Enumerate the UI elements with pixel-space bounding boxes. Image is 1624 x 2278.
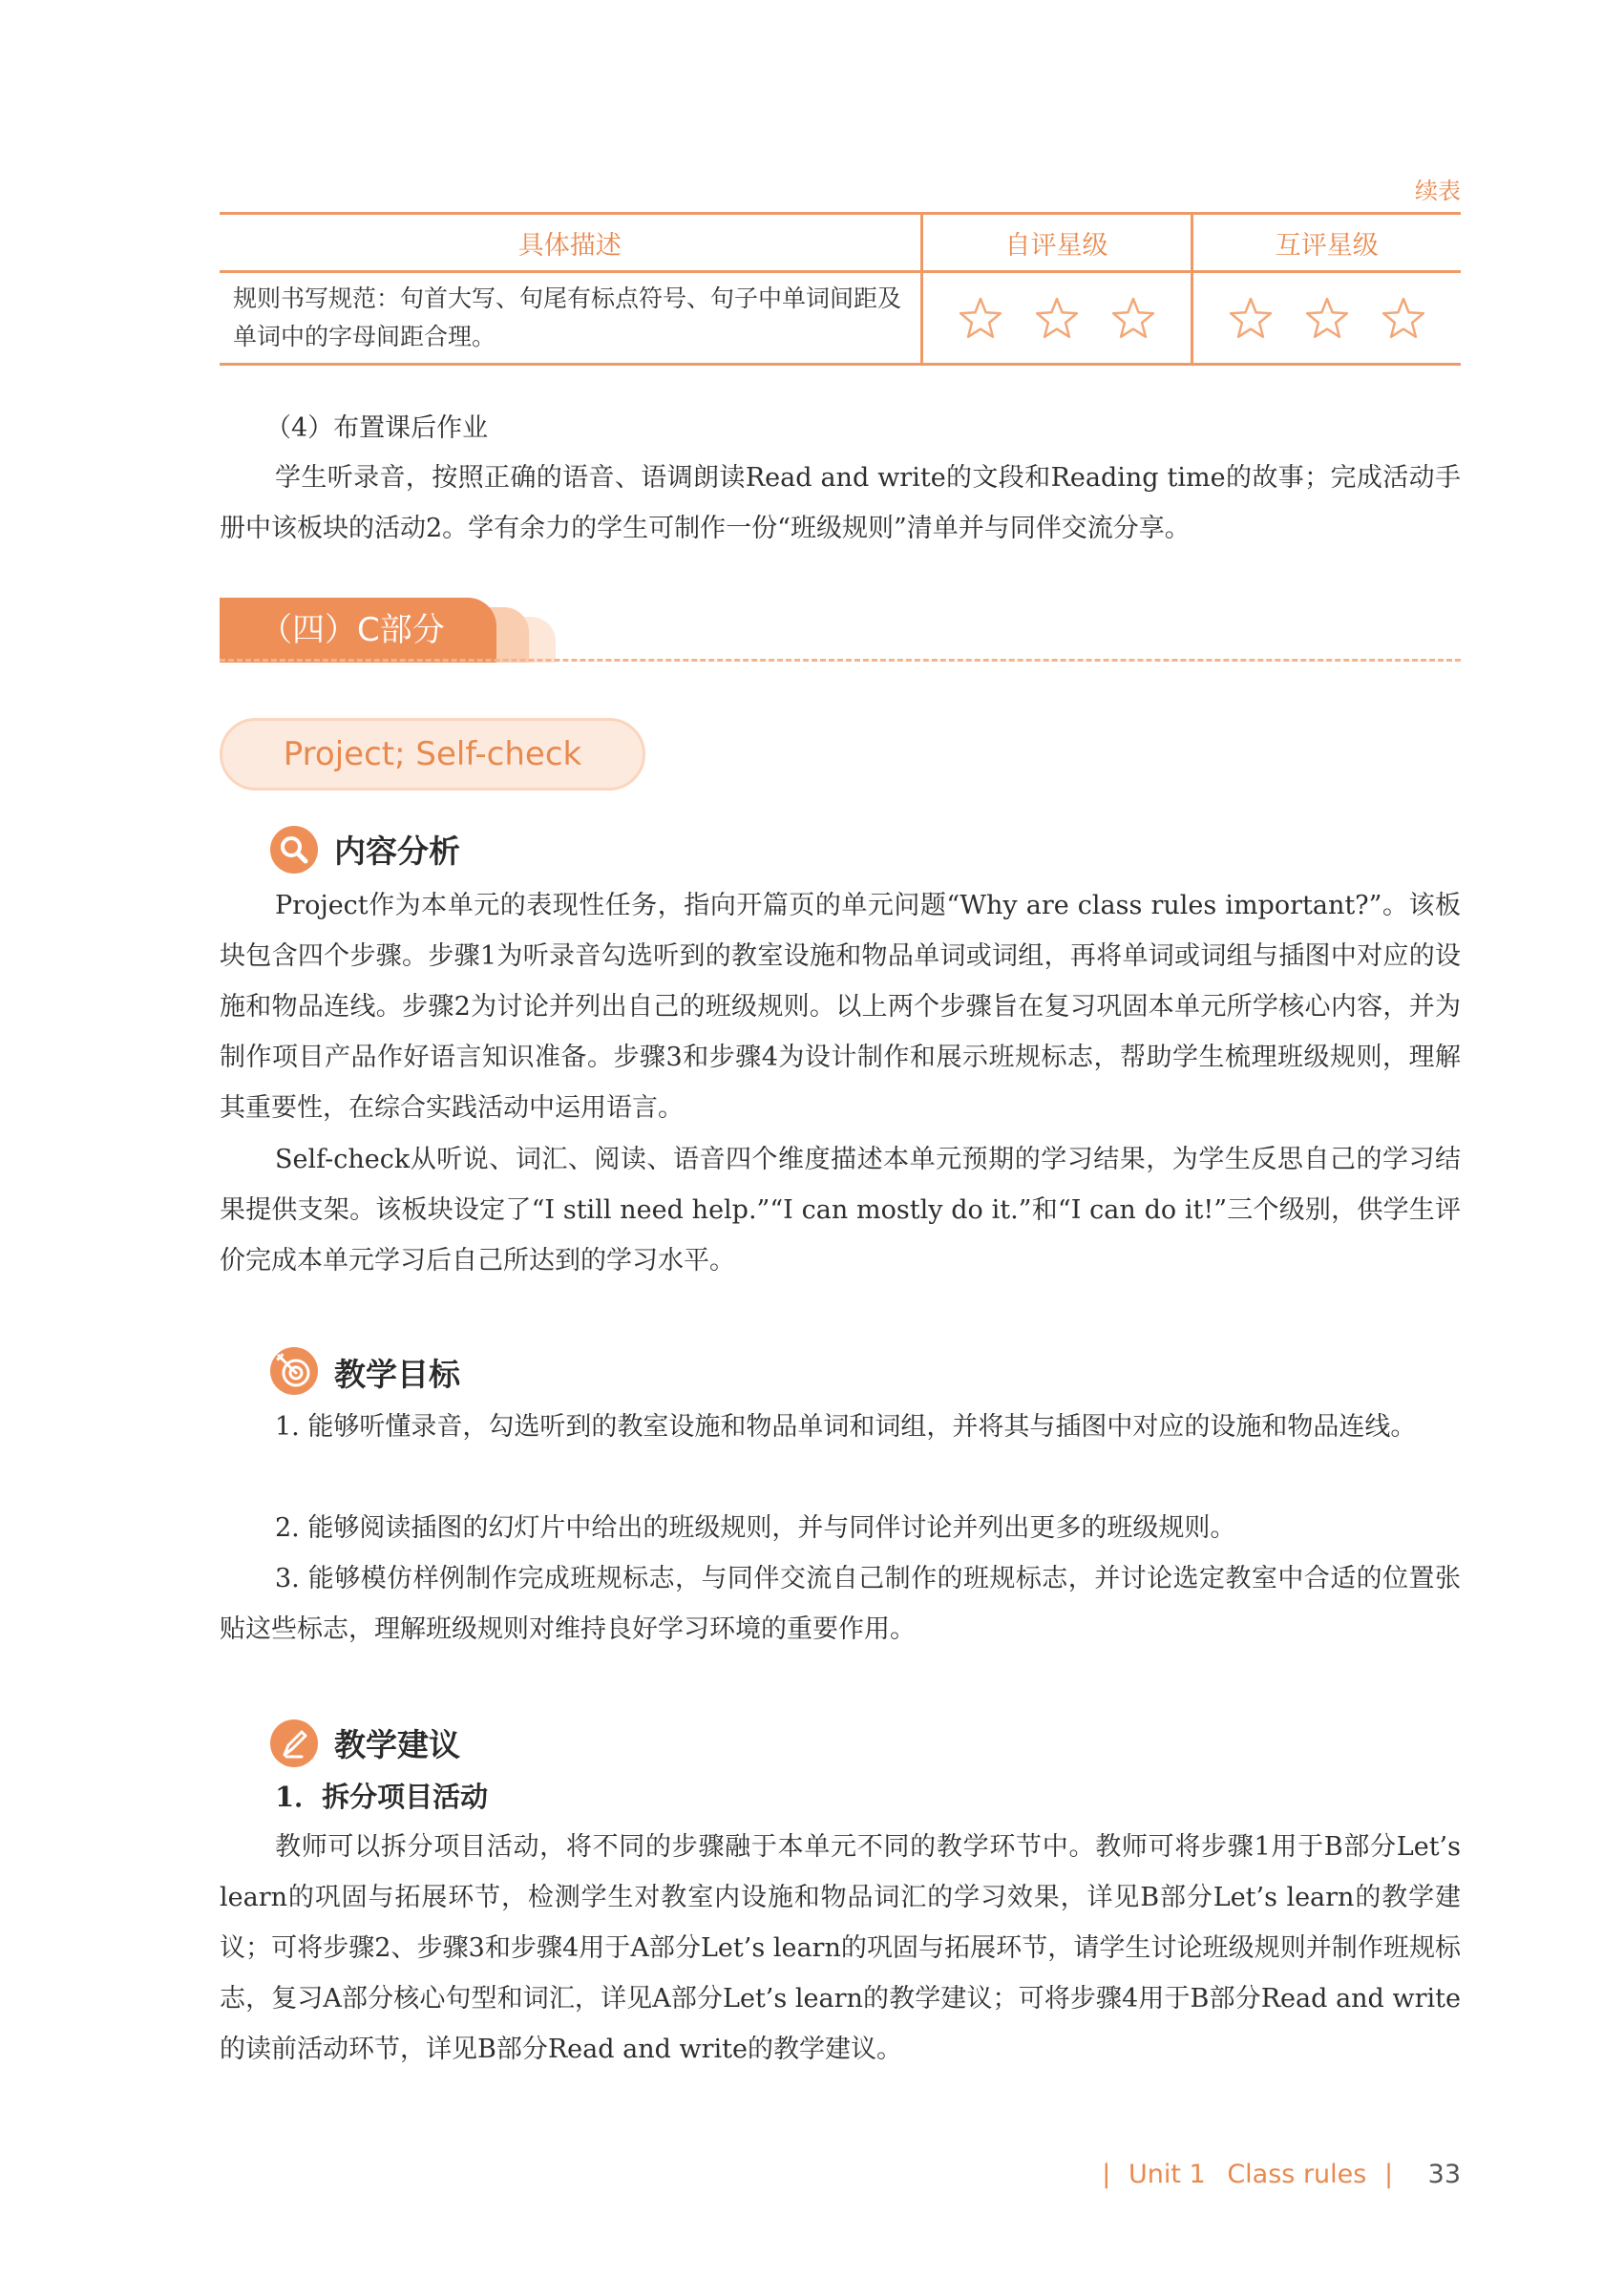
rubric-header-row (220, 214, 1461, 272)
section-divider (220, 659, 1461, 662)
homework-text: 学生听录音，按照正确的语音、语调朗读Read and write的文段和Reading time的故事；完成活动手册中该板块的活动2。学有余力的学生可制作一份“班级规则”清单并与同伴交流分享。 (220, 463, 1461, 543)
footer-separator: | (1383, 2160, 1394, 2189)
teaching-suggestions-subtitle: 1．拆分项目活动 (275, 1781, 489, 1813)
page-number: 33 (1427, 2160, 1461, 2189)
homework-title: （4）布置课后作业 (265, 413, 489, 443)
star-outline-icon (1034, 296, 1080, 340)
self-rating-stars (921, 272, 1192, 365)
star-outline-icon (958, 296, 1003, 340)
star-outline-icon (1228, 296, 1274, 340)
footer-unit: Unit 1 (1128, 2160, 1206, 2189)
section-banner: （四）C部分 (220, 598, 496, 663)
teaching-goals-title: 教学目标 (334, 1356, 460, 1393)
pencil-icon (269, 1719, 319, 1768)
rubric-table (220, 212, 1461, 366)
rubric-header-peer: 互评星级 (1192, 214, 1461, 272)
magnifier-icon (269, 825, 319, 875)
content-analysis-paragraph-1: Project作为本单元的表现性任务，指向开篇页的单元问题“Why are class rules important?”。该板块包含四个步骤。步骤1为听录音勾选听到的教室设施和物品单词或词组，再将单词或词组与插图中对应的设施和物品连线。步骤2为讨论并列出自己的班级规则。以上两个步骤旨在复习巩固本单元所学核心内容，并为制作项目产品作好语言知识准备。步骤3和步骤4为设计制作和展示班规标志，帮助学生梳理班级规则，理解其重要性，在综合实践活动中运用语言。 (220, 891, 1461, 1123)
peer-rating-stars (1192, 272, 1461, 365)
content-analysis-title: 内容分析 (334, 833, 460, 870)
teaching-goal-3: 3. 能够模仿样例制作完成班规标志，与同伴交流自己制作的班规标志，并讨论选定教室中合适的位置张贴这些标志，理解班级规则对维持良好学习环境的重要作用。 (220, 1564, 1461, 1644)
rubric-header-self: 自评星级 (921, 214, 1192, 272)
target-icon (269, 1346, 319, 1396)
footer-separator: | (1102, 2160, 1111, 2189)
content-analysis-paragraph-2: Self-check从听说、词汇、阅读、语音四个维度描述本单元预期的学习结果，为学生反思自己的学习结果提供支架。该板块设定了“I still need help.”“I can mostly do it.”和“I can do it!”三个级别，供学生评价完成本单元学习后自己所达到的学习水平。 (220, 1145, 1461, 1276)
footer-unit-title: Class rules (1227, 2160, 1367, 2189)
star-outline-icon (1381, 296, 1426, 340)
rubric-header-description: 具体描述 (220, 214, 921, 272)
teaching-goal-2: 2. 能够阅读插图的幻灯片中给出的班级规则，并与同伴讨论并列出更多的班级规则。 (275, 1513, 1236, 1543)
teaching-goal-1: 1. 能够听懂录音，勾选听到的教室设施和物品单词和词组，并将其与插图中对应的设施和物品连线。 (275, 1412, 1417, 1442)
section-pill: Project; Self-check (220, 718, 645, 791)
star-outline-icon (1110, 296, 1156, 340)
page-footer (1092, 2160, 1461, 2189)
teaching-suggestions-title: 教学建议 (334, 1726, 460, 1763)
continuation-label: 续表 (1415, 178, 1461, 204)
star-outline-icon (1304, 296, 1350, 340)
teaching-suggestions-text: 教师可以拆分项目活动，将不同的步骤融于本单元不同的教学环节中。教师可将步骤1用于B部分Let’s learn的巩固与拓展环节，检测学生对教室内设施和物品词汇的学习效果，详见B部分Let’s learn的教学建议；可将步骤2、步骤3和步骤4用于A部分Let’s learn的巩固与拓展环节，请学生讨论班级规则并制作班规标志，复习A部分核心句型和词汇，详见A部分Let’s learn的教学建议；可将步骤4用于B部分Read and write的读前活动环节，详见B部分Read and write的教学建议。 (220, 1832, 1461, 2064)
table-row (220, 272, 1461, 365)
rubric-description-cell: 规则书写规范：句首大写、句尾有标点符号、句子中单词间距及单词中的字母间距合理。 (220, 272, 921, 365)
